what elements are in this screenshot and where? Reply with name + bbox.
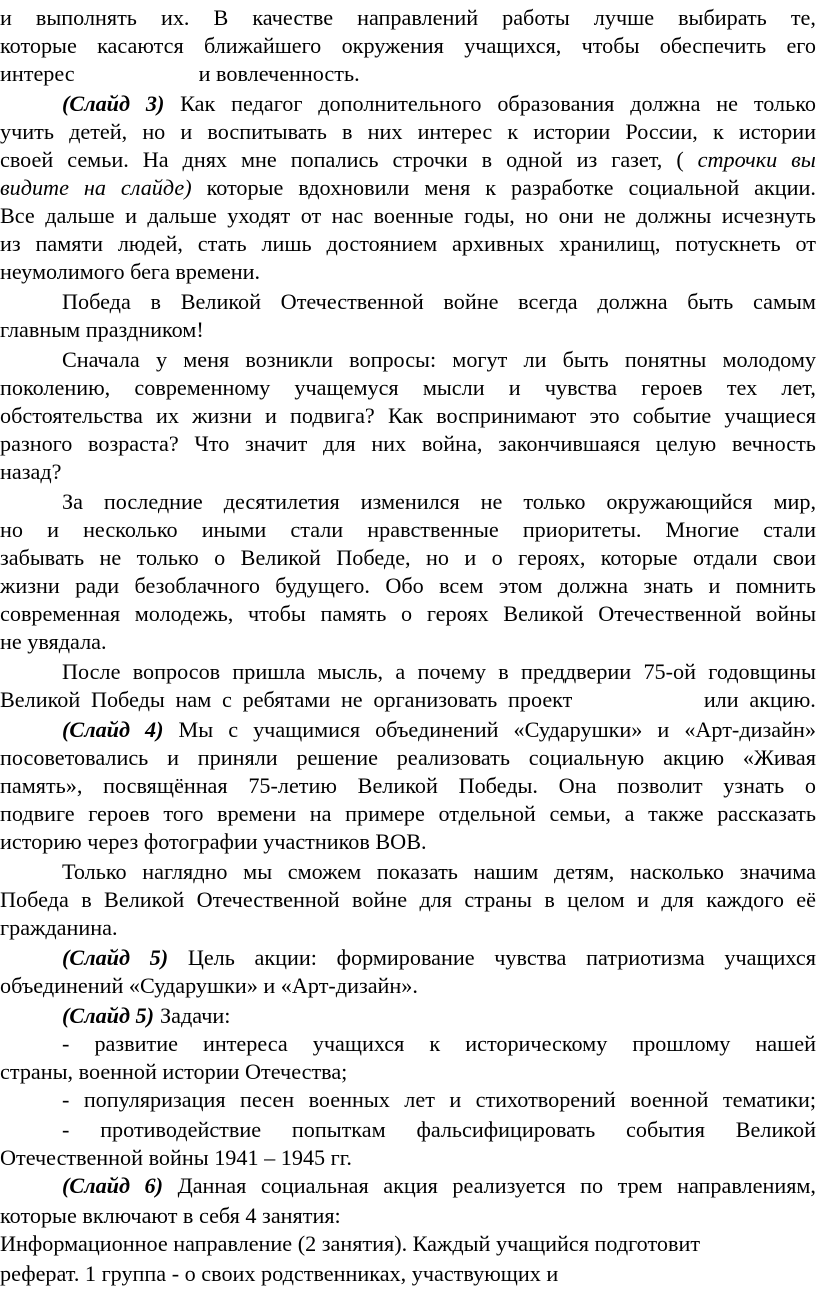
text-line: но и несколько иными стали нравственные приоритеты. Многие стали — [0, 517, 816, 542]
text-segment: назад? — [0, 459, 62, 484]
text-line — [0, 316, 816, 350]
text-line — [0, 914, 816, 948]
text-line: из памяти людей, стать лишь достоянием архивных хранилищ, потускнеть от — [0, 231, 816, 256]
text-line: (Слайд 5) Цель акции: формирование чувства патриотизма учащихся — [62, 945, 816, 970]
text-line: и выполнять их. В качестве направлений работы лучше выбирать те, — [0, 5, 816, 30]
text-line: За последние десятилетия изменился не только окружающийся мир, — [62, 489, 816, 514]
text-line — [0, 828, 816, 862]
text-segment: гражданина. — [0, 915, 118, 940]
text-line: подвиге героев того времени на примере отдельной семьи, а также рассказать — [0, 801, 816, 826]
text-line — [0, 458, 816, 492]
text-segment: объединений «Сударушки» и «Арт-дизайн». — [0, 973, 418, 998]
text-segment: реферат. 1 группа - о своих родственниках, участвующих и — [0, 1261, 559, 1286]
text-segment: которые включают в себя 4 занятия: — [0, 1203, 341, 1228]
text-line — [0, 258, 816, 292]
text-line: (Слайд 4) Мы с учащимися объединений «Сударушки» и «Арт-дизайн» — [62, 717, 816, 742]
text-line: (Слайд 3) Как педагог дополнительного образования должна не только — [62, 91, 816, 116]
text-line: - развитие интереса учащихся к историческому прошлому нашей — [62, 1031, 816, 1056]
text-line: обстоятельства их жизни и подвига? Как воспринимают это событие учащиеся — [0, 403, 816, 428]
text-line: видите на слайде) которые вдохновили меня к разработке социальной акции. — [0, 175, 816, 200]
text-segment: главным праздником! — [0, 317, 204, 342]
text-line: Только наглядно мы сможем показать нашим детям, насколько значима — [62, 859, 816, 884]
text-line: которые касаются ближайшего окружения учащихся, чтобы обеспечить его — [0, 33, 816, 58]
text-line: современная молодежь, чтобы память о героях Великой Отечественной войны — [0, 601, 816, 626]
text-line: своей семьи. На днях мне попались строчки в одной из газет, ( строчки вы — [0, 147, 816, 172]
text-segment: и вовлеченность. — [198, 61, 360, 86]
text-line: - противодействие попыткам фальсифицировать события Великой — [62, 1117, 816, 1142]
text-line: (Слайд 6) Данная социальная акция реализуется по трем направлениям, — [62, 1173, 816, 1198]
text-segment: неумолимого бега времени. — [0, 259, 261, 284]
text-line: Великой Победы нам с ребятами не организовать проект или акцию. — [0, 686, 816, 720]
text-line: Победа в Великой Отечественной войне для страны в целом и для каждого её — [0, 887, 816, 912]
blank-gap — [583, 686, 693, 720]
text-line: жизни ради безоблачного будущего. Обо всем этом должна знать и помнить — [0, 573, 816, 598]
text-line: После вопросов пришла мысль, а почему в преддверии 75-ой годовщины — [62, 659, 816, 684]
text-segment: историю через фотографии участников ВОВ. — [0, 829, 427, 854]
text-line — [0, 972, 816, 1006]
text-line: забывать не только о Великой Победе, но и о героях, которые отдали свои — [0, 545, 816, 570]
text-line — [0, 628, 816, 662]
text-segment: страны, военной истории Отечества; — [0, 1059, 348, 1084]
text-line: посоветовались и приняли решение реализовать социальную акцию «Живая — [0, 745, 816, 770]
text-segment: не увядала. — [0, 629, 107, 654]
blank-gap — [75, 60, 193, 94]
text-segment: Отечественной войны 1941 – 1945 гг. — [0, 1145, 352, 1170]
slide-reference: (Слайд 5) — [62, 1003, 155, 1028]
text-line: память», посвящённая 75-летию Великой Победы. Она позволит узнать о — [0, 773, 816, 798]
text-line: Победа в Великой Отечественной войне всегда должна быть самым — [62, 289, 816, 314]
text-line: поколению, современному учащемуся мысли и чувства героев тех лет, — [0, 375, 816, 400]
text-segment: Задачи: — [160, 1003, 231, 1028]
text-line — [0, 1260, 816, 1294]
text-segment: интерес — [0, 61, 75, 86]
text-line: Все дальше и дальше уходят от нас военные годы, но они не должны исчезнуть — [0, 203, 816, 228]
text-line — [0, 1230, 816, 1264]
text-line: Сначала у меня возникли вопросы: могут ли быть понятны молодому — [62, 347, 816, 372]
text-line: разного возраста? Что значит для них война, закончившаяся целую вечность — [0, 431, 816, 456]
text-segment: Информационное направление (2 занятия). Каждый учащийся подготовит — [0, 1231, 701, 1256]
text-line: - популяризация песен военных лет и стихотворений военной тематики; — [62, 1087, 816, 1112]
text-line — [0, 60, 816, 94]
text-line: учить детей, но и воспитывать в них интерес к истории России, к истории — [0, 119, 816, 144]
